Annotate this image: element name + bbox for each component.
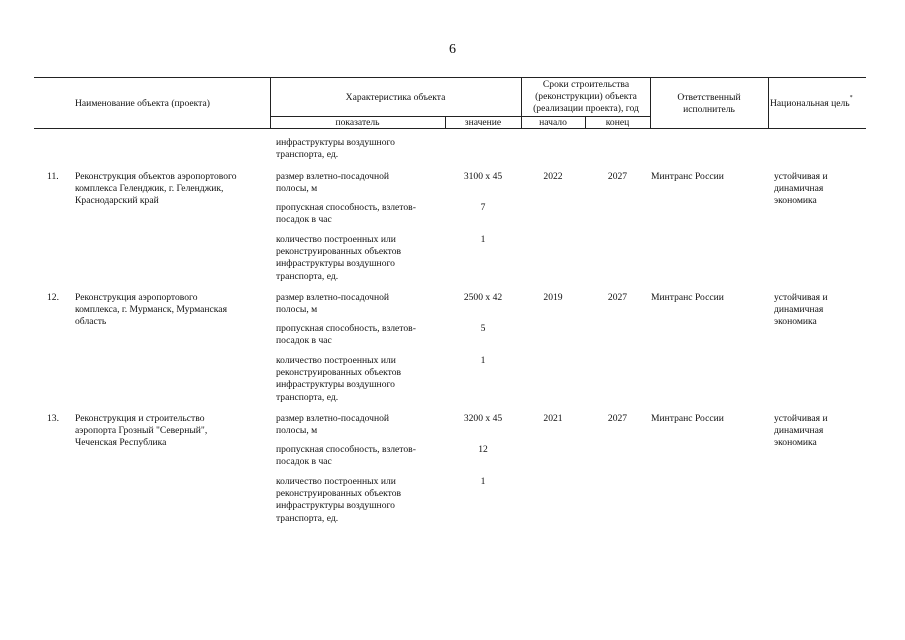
indicator-label: пропускная способность, взлетов-посадок в час: [276, 444, 416, 468]
row-number: 11.: [47, 171, 59, 182]
start-year: 2021: [543, 413, 563, 424]
col-executor-header: Ответственный исполнитель: [677, 92, 741, 115]
col-goal-label: Национальная цель: [770, 98, 850, 109]
indicator-value: 2500 х 42: [463, 292, 503, 303]
col-value-header: значение: [464, 117, 502, 128]
indicator-label: размер взлетно-посадочной полосы, м: [276, 413, 390, 437]
col-end-header: конец: [605, 117, 630, 128]
page-number: 6: [449, 42, 456, 57]
indicator-value: 5: [480, 323, 486, 334]
national-goal: устойчивая и динамичная экономика: [774, 171, 828, 207]
footnote-mark: *: [849, 95, 853, 101]
table-top-rule: [34, 77, 866, 78]
indicator-value: 1: [480, 476, 486, 487]
end-year: 2027: [607, 292, 628, 303]
indicator-value: 1: [480, 355, 486, 366]
indicator-value: 3200 х 45: [463, 413, 503, 424]
start-year: 2019: [543, 292, 563, 303]
col-start-header: начало: [539, 117, 567, 128]
object-name: Реконструкция аэропортового комплекса, г. Мурманск, Мурманская область: [75, 292, 227, 328]
indicator-label: пропускная способность, взлетов-посадок в час: [276, 323, 416, 347]
end-year: 2027: [607, 171, 628, 182]
indicator-label: количество построенных или реконструированных объектов инфраструктуры воздушного транспорта, ед.: [276, 476, 402, 524]
indicator-label: количество построенных или реконструированных объектов инфраструктуры воздушного транспорта, ед.: [276, 355, 402, 403]
object-name: Реконструкция и строительство аэропорта Грозный "Северный", Чеченская Республика: [75, 413, 208, 449]
row-number: 12.: [47, 292, 59, 303]
col-goal-header: [770, 95, 853, 110]
header-divider: [650, 77, 651, 128]
national-goal: устойчивая и динамичная экономика: [774, 292, 828, 328]
executor: Минтранс России: [651, 413, 724, 424]
col-char-header: Характеристика объекта: [345, 92, 446, 103]
col-indicator-header: показатель: [335, 117, 380, 128]
executor: Минтранс России: [651, 292, 724, 303]
indicator-value: 7: [480, 202, 486, 213]
executor: Минтранс России: [651, 171, 724, 182]
indicator-value: 1: [480, 234, 486, 245]
start-year: 2022: [543, 171, 563, 182]
header-divider: [768, 77, 769, 128]
continuation-text: инфраструктуры воздушного транспорта, ед.: [276, 137, 395, 161]
indicator-label: пропускная способность, взлетов-посадок в час: [276, 202, 416, 226]
row-number: 13.: [47, 413, 59, 424]
col-terms-header: Сроки строительства (реконструкции) объекта (реализации проекта), год: [533, 79, 639, 114]
national-goal: устойчивая и динамичная экономика: [774, 413, 828, 449]
indicator-value: 3100 х 45: [463, 171, 503, 182]
indicator-value: 12: [478, 444, 488, 455]
col-name-header: Наименование объекта (проекта): [75, 98, 210, 109]
indicator-label: размер взлетно-посадочной полосы, м: [276, 171, 390, 195]
indicator-label: размер взлетно-посадочной полосы, м: [276, 292, 390, 316]
indicator-label: количество построенных или реконструированных объектов инфраструктуры воздушного транспорта, ед.: [276, 234, 402, 282]
object-name: Реконструкция объектов аэропортового комплекса Геленджик, г. Геленджик, Краснодарский край: [75, 171, 237, 207]
end-year: 2027: [607, 413, 628, 424]
